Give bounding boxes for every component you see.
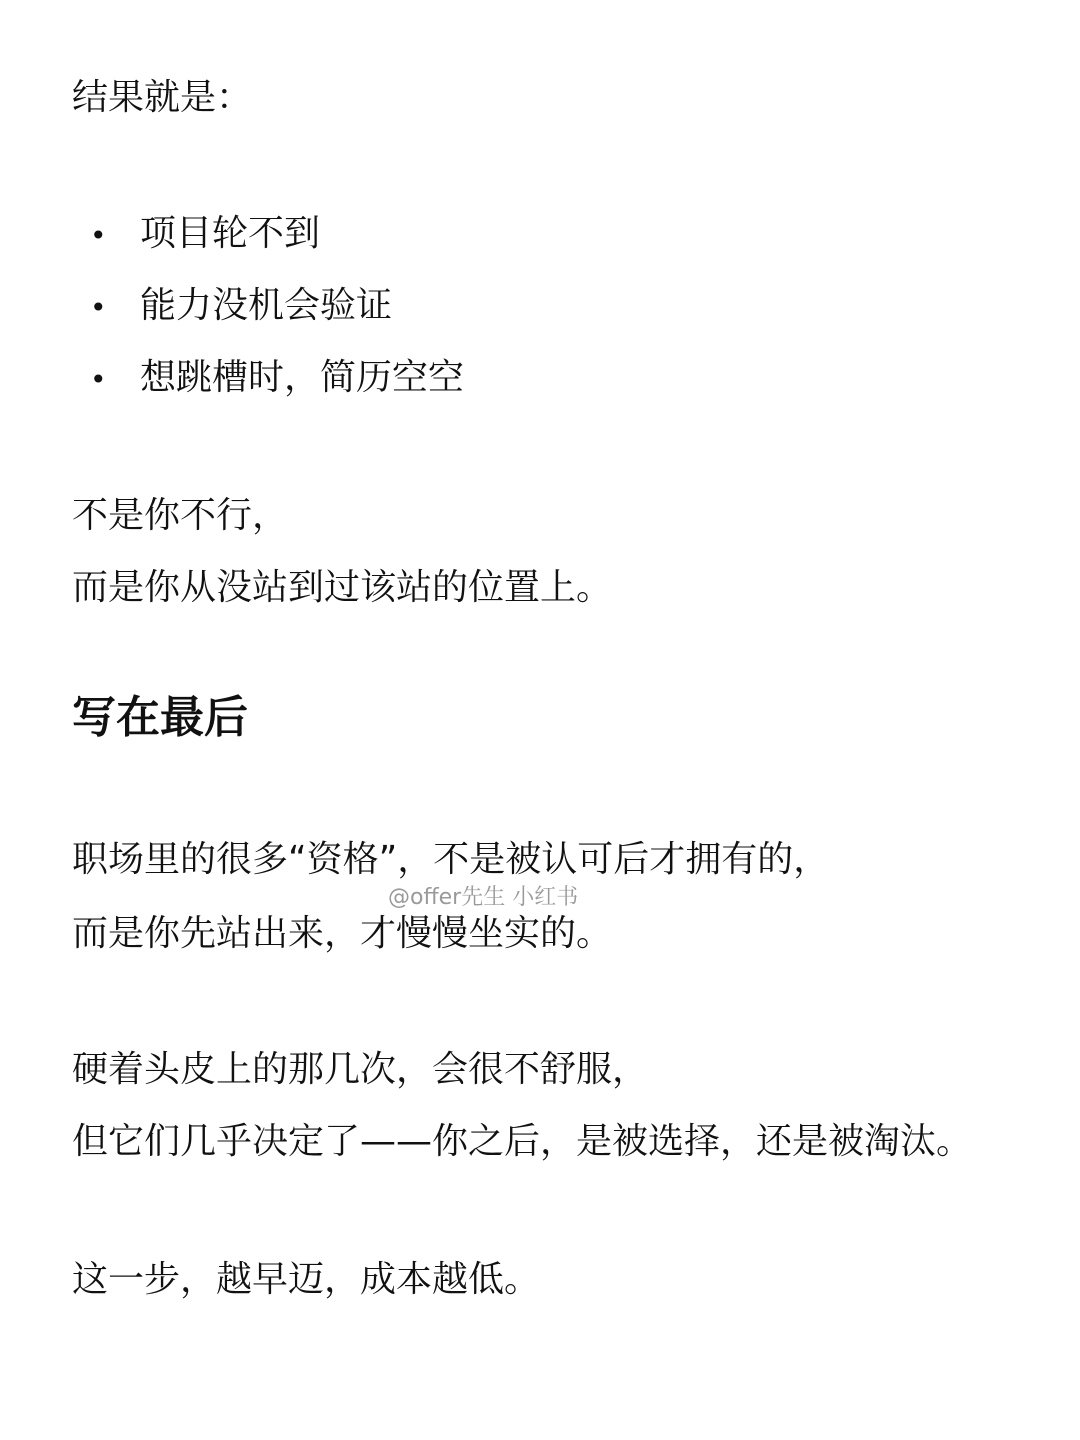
- paragraph-line: 硬着头皮上的那几次，会很不舒服，: [72, 1049, 649, 1090]
- bullet-dot: •: [90, 219, 107, 252]
- watermark: @offer先生 小红书: [388, 885, 579, 910]
- list-item: [90, 354, 464, 404]
- bullet-dot: •: [90, 291, 107, 324]
- paragraph-line: 而是你从没站到过该站的位置上。: [72, 567, 613, 608]
- paragraph-line: 不是你不行，: [72, 495, 289, 536]
- list-item-text: 能力没机会验证: [140, 285, 393, 326]
- list-item: [90, 210, 320, 260]
- bullet-dot: •: [90, 363, 107, 396]
- list-item: [90, 282, 392, 332]
- list-item-text: 项目轮不到: [140, 213, 321, 254]
- closing-line: 这一步，越早迈，成本越低。: [72, 1259, 541, 1300]
- paragraph-line: 而是你先站出来，才慢慢坐实的。: [72, 913, 613, 954]
- section-heading: 写在最后: [72, 692, 248, 743]
- paragraph-line: 但它们几乎决定了——你之后，是被选择，还是被淘汰。: [72, 1121, 973, 1162]
- list-item-text: 想跳槽时，简历空空: [140, 357, 465, 398]
- paragraph-line: 职场里的很多“资格”，不是被认可后才拥有的，: [72, 839, 830, 880]
- intro-line: 结果就是：: [72, 77, 253, 118]
